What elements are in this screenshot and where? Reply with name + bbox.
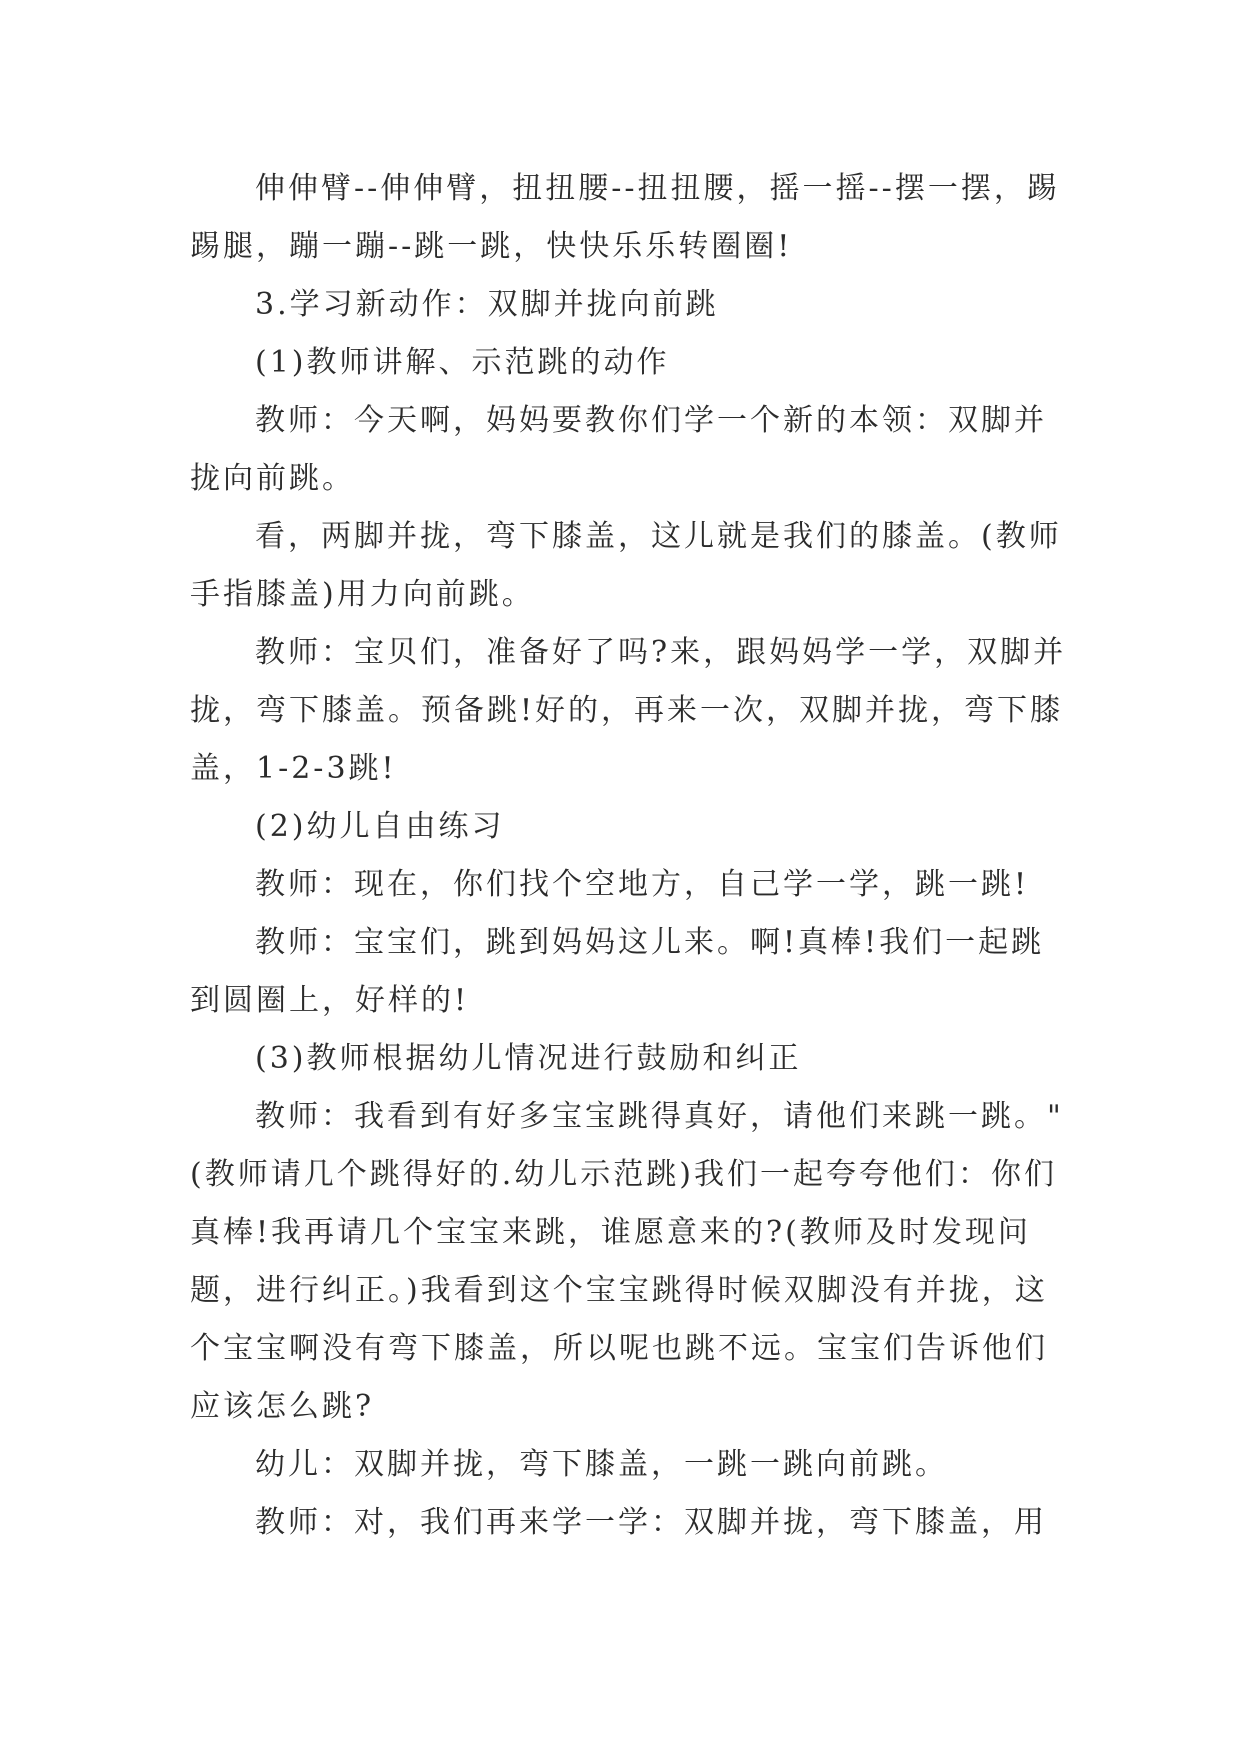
- paragraph-7: (2)幼儿自由练习: [255, 809, 505, 844]
- paragraph-1: 伸伸臂--伸伸臂，扭扭腰--扭扭腰，摇一摇--摆一摆，踢踢腿，蹦一蹦--跳一跳，快快乐乐转圈圈!: [190, 171, 1060, 264]
- paragraph-13: 教师：对，我们再来学一学：双脚并拢，弯下膝盖，用: [255, 1505, 1047, 1540]
- paragraph-5: 看，两脚并拢，弯下膝盖，这儿就是我们的膝盖。(教师手指膝盖)用力向前跳。: [190, 519, 1062, 612]
- paragraph-12: 幼儿：双脚并拢，弯下膝盖，一跳一跳向前跳。: [255, 1447, 948, 1482]
- paragraph-3: (1)教师讲解、示范跳的动作: [255, 345, 670, 380]
- paragraph-4: 教师：今天啊，妈妈要教你们学一个新的本领：双脚并拢向前跳。: [190, 403, 1047, 496]
- paragraph-11: 教师：我看到有好多宝宝跳得真好，请他们来跳一跳。"(教师请几个跳得好的.幼儿示范跳)我们一起夸夸他们：你们真棒!我再请几个宝宝来跳，谁愿意来的?(教师及时发现问题，进行纠正。)我看到这个宝宝跳得时候双脚没有并拢，这个宝宝啊没有弯下膝盖，所以呢也跳不远。宝宝们告诉他们应该怎么跳?: [190, 1099, 1064, 1424]
- paragraph-10: (3)教师根据幼儿情况进行鼓励和纠正: [255, 1041, 802, 1076]
- paragraph-8: 教师：现在，你们找个空地方，自己学一学，跳一跳!: [255, 867, 1030, 902]
- paragraph-9: 教师：宝宝们，跳到妈妈这儿来。啊!真棒!我们一起跳到圆圈上，好样的!: [190, 925, 1045, 1018]
- paragraph-6: 教师：宝贝们，准备好了吗?来，跟妈妈学一学，双脚并拢，弯下膝盖。预备跳!好的，再来一次，双脚并拢，弯下膝盖，1-2-3跳!: [190, 635, 1067, 786]
- document-body: [190, 160, 1075, 1552]
- paragraph-2: 3.学习新动作：双脚并拢向前跳: [255, 287, 719, 322]
